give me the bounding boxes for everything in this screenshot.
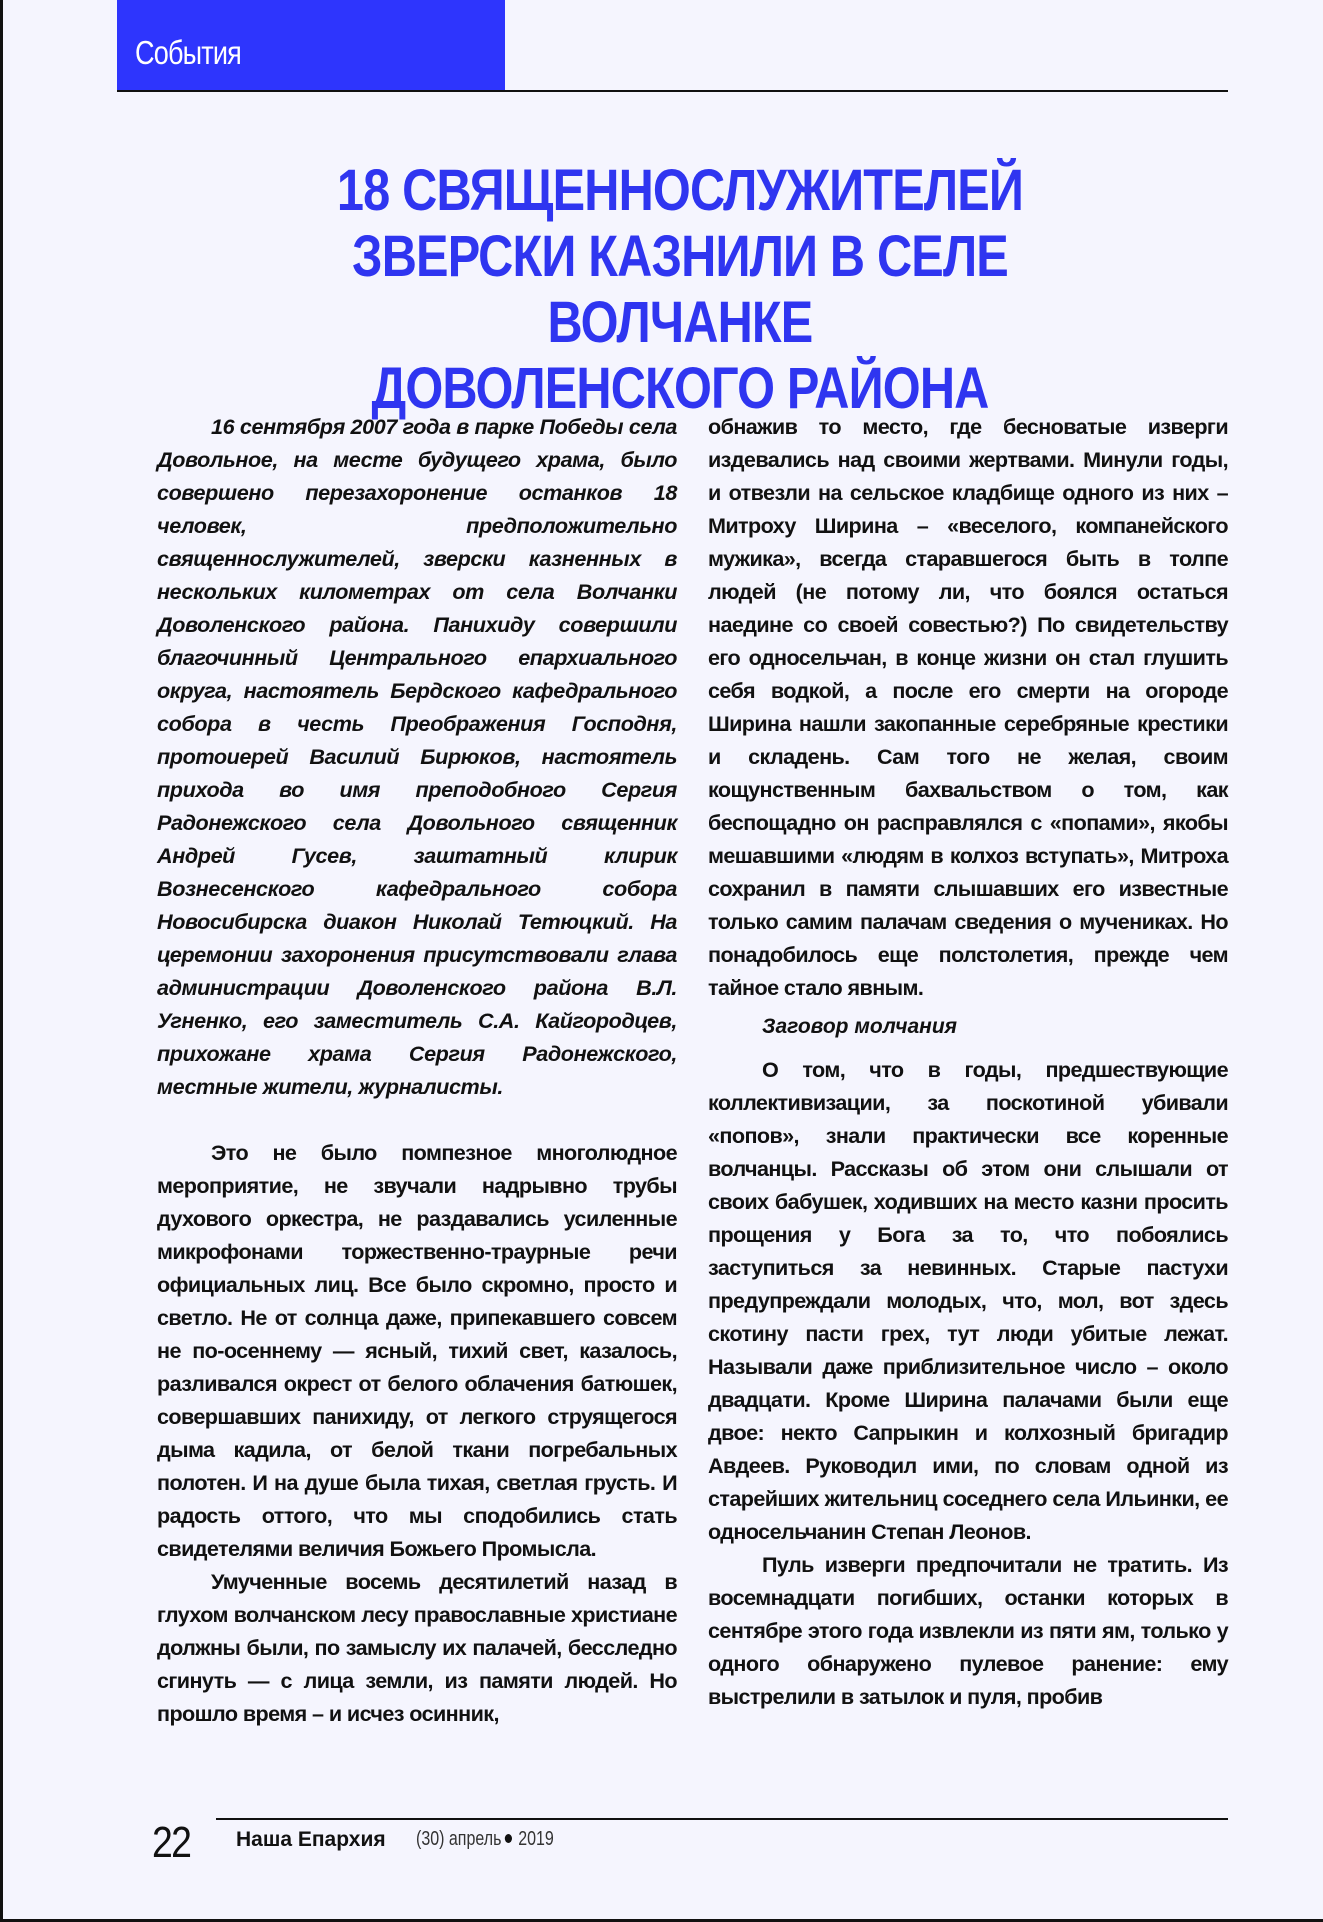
issue-number: (30) апрель — [416, 1828, 502, 1850]
title-line: 18 СВЯЩЕННОСЛУЖИТЕЛЕЙ — [336, 158, 1024, 223]
title-line: ДОВОЛЕНСКОГО РАЙОНА — [371, 356, 989, 421]
body-paragraph: Это не было помпезное многолюдное мероприятие, не звучали надрывно трубы духового оркестра, не раздавались усиленные микрофонами торжественно-траурные речи официальных лиц. Все было скромно, просто и светло. Не от солнца даже, припекавшего совсем не по-осеннему — ясный, тихий свет, казалось, разливался окрест от белого облачения батюшек, совершавших панихиду, от легкого струящегося дыма кадила, от белой ткани погребальных полотен. И на душе была тихая, светлая грусть. И радость оттого, что мы сподобились стать свидетелями величия Божьего Промысла. — [157, 1140, 677, 1561]
issue-info — [416, 1828, 554, 1851]
body-paragraph: О том, что в годы, предшествующие коллективизации, за поскотиной убивали «попов», знали практически все коренные волчанцы. Рассказы об этом они слышали от своих бабушек, ходивших на место казни просить прощения у Бога за то, что побоялись заступиться за невинных. Старые пастухи предупреждали молодых, что, мол, вот здесь скотину пасти грех, тут люди убитые лежат. Называли даже приблизительное число – около двадцати. Кроме Ширина палачами были еще двое: некто Сапрыкин и колхозный бригадир Авдеев. Руководил ими, по словам одной из старейших жительниц соседнего села Ильинки, ее односельчанин Степан Леонов. — [708, 1057, 1228, 1544]
header-rule — [117, 90, 1228, 92]
footer-rule — [216, 1818, 1228, 1820]
article-title — [130, 158, 1230, 422]
page-border-left — [0, 0, 3, 1922]
lead-paragraph: 16 сентября 2007 года в парке Победы села Довольное, на месте будущего храма, было совершено перезахоронение останков 18 человек, предположительно священнослужителей, зверски казненных в нескольких километрах от села Волчанки Доволенского района. Панихиду совершили благочинный Центрального епархиального округа, настоятель Бердского кафедрального собора в честь Преображения Господня, протоиерей Василий Бирюков, настоятель прихода во имя преподобного Сергия Радонежского села Довольного священник Андрей Гусев, заштатный клирик Вознесенского кафедрального собора Новосибирска диакон Николай Тетюцкий. На церемонии захоронения присутствовали глава администрации Доволенского района В.Л. Угненко, его заместитель С.А. Кайгородцев, прихожане храма Сергия Радонежского, местные жители, журналисты. — [157, 414, 677, 1099]
subheading: Заговор молчания — [762, 1015, 958, 1038]
issue-year: 2019 — [518, 1828, 554, 1850]
continued-paragraph: обнажив то место, где бесноватые изверги издевались над своими жертвами. Минули годы, и отвезли на сельское кладбище одного из них – Митроху Ширина – «веселого, компанейского мужика», всегда старавшегося быть в толпе людей (не потому ли, что боялся остаться наедине со своей совестью?) По свидетельству его односельчан, в конце жизни он стал глушить себя водкой, а после его смерти на огороде Ширина нашли закопанные серебряные крестики и складень. Сам того не желая, своим кощунственным бахвальством о том, как беспощадно он расправлялся с «попами», якобы мешавшими «людям в колхоз вступать», Митроха сохранил в памяти слышавших его известные только самим палачам сведения о мучениках. Но понадобилось еще полстолетия, прежде чем тайное стало явным. — [708, 414, 1228, 1000]
section-tab — [117, 0, 505, 90]
body-paragraph: Умученные восемь десятилетий назад в глухом волчанском лесу православные христиане должны были, по замыслу их палачей, бесследно сгинуть — с лица земли, из памяти людей. Но прошло время – и исчез осинник, — [157, 1569, 677, 1726]
left-column — [157, 410, 677, 1730]
title-line: ЗВЕРСКИ КАЗНИЛИ В СЕЛЕ ВОЛЧАНКЕ — [352, 224, 1008, 355]
body-paragraph: Пуль изверги предпочитали не тратить. Из восемнадцати погибших, останки которых в сентябре этого года извлекли из пяти ям, только у одного обнаружено пулевое ранение: ему выстрелили в затылок и пуля, пробив — [708, 1552, 1228, 1709]
section-label: События — [135, 34, 241, 71]
right-column — [708, 410, 1228, 1713]
bullet-dot-icon — [505, 1834, 512, 1843]
paragraph-gap — [157, 1103, 677, 1136]
page-number: 22 — [152, 1818, 191, 1867]
magazine-name: Наша Епархия — [236, 1828, 386, 1851]
